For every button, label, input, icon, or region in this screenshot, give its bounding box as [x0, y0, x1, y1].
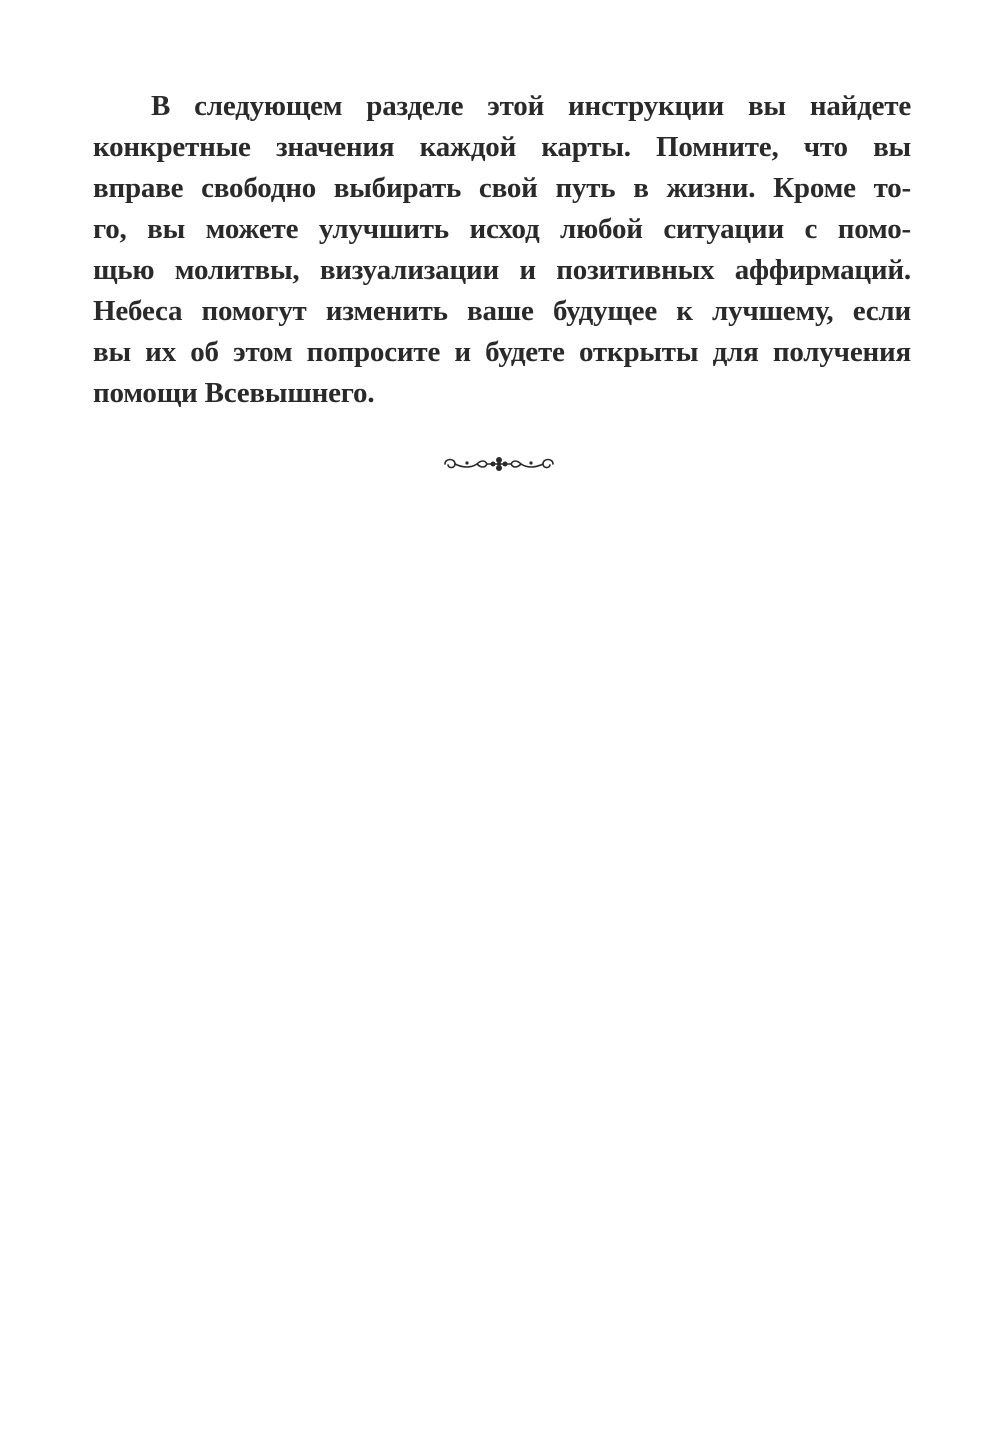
paragraph-line-7: вы их об этом попросите и будете открыты для получения [93, 336, 911, 368]
decorative-flourish-icon [441, 454, 557, 474]
paragraph-line-8: помощи Всевышнего. [93, 377, 375, 409]
paragraph-line-5: щью молитвы, визуализации и позитивных аффирмаций. [93, 254, 911, 286]
paragraph-line-3: вправе свободно выбирать свой путь в жизни. Кроме то- [93, 172, 911, 204]
paragraph-line-1: В следующем разделе этой инструкции вы найдете [151, 90, 911, 122]
paragraph-line-6: Небеса помогут изменить ваше будущее к лучшему, если [93, 295, 911, 327]
paragraph-line-2: конкретные значения каждой карты. Помните, что вы [93, 131, 911, 163]
body-paragraph [93, 86, 911, 414]
paragraph-line-4: го, вы можете улучшить исход любой ситуации с помо- [93, 213, 911, 245]
